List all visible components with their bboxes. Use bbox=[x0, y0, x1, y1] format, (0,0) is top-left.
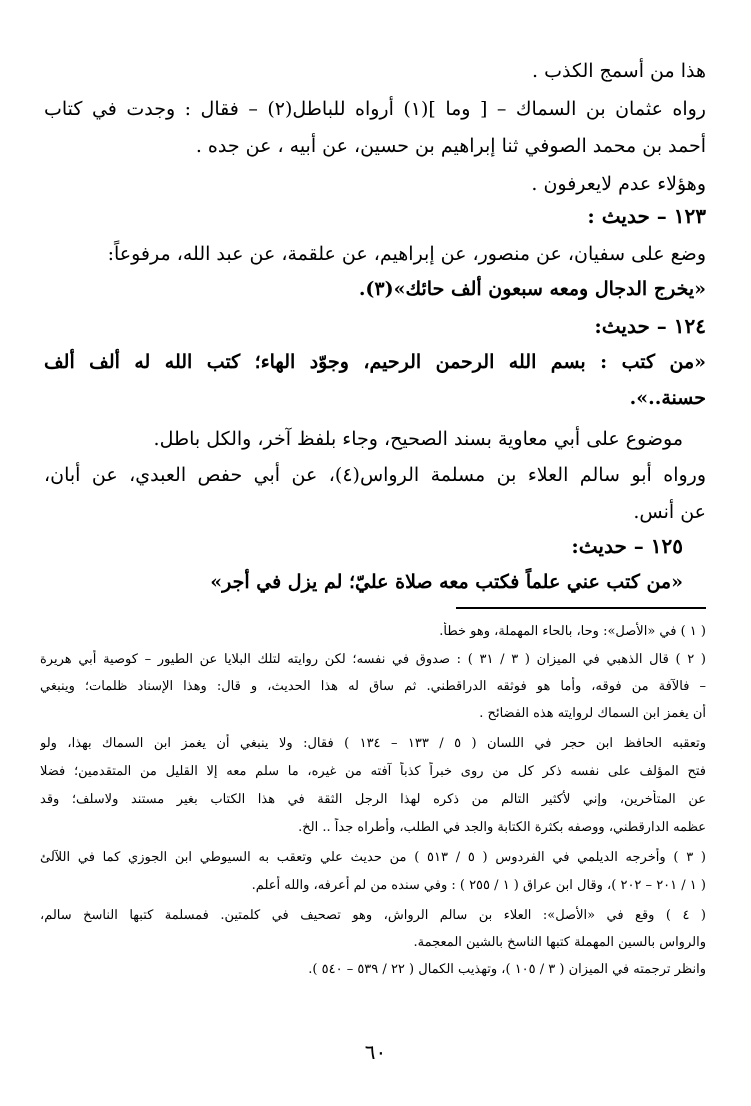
footnote-2-line-2: – فالآفة من فوقه، وأما هو فوثقه الدراقطني. ثم ساق له هذا الحديث، و قال: وهذا الإسناد ظلمات؛ وينبغي bbox=[40, 679, 706, 694]
body-line-6: وضع على سفيان، عن منصور، عن إبراهيم، عن علقمة، عن عبد الله، مرفوعاً: bbox=[107, 243, 706, 265]
body-line-13: عن أنس. bbox=[633, 501, 706, 523]
footnote-2-line-5: فتح المؤلف على نفسه ذكر كل من روى خبراً كذباً آفته من غيره، ما سلم معه إلا القليل من المتقدمين؛ فضلا bbox=[40, 764, 706, 779]
footnote-2-line-4: وتعقبه الحافظ ابن حجر في اللسان ( ٥ / ١٣٣ – ١٣٤ ) فقال: ولا ينبغي أن يغمز ابن السماك بهذا، ولو bbox=[40, 736, 706, 751]
page-number: ٦٠ bbox=[364, 1040, 387, 1064]
footnote-2-line-3: أن يغمز ابن السماك لروايته هذه الفضائح . bbox=[479, 706, 706, 721]
hadith-heading-125: ١٢٥ – حديث: bbox=[571, 534, 683, 558]
body-line-4: وهؤلاء عدم لايعرفون . bbox=[531, 173, 706, 195]
body-line-11: موضوع على أبي معاوية بسند الصحيح، وجاء بلفظ آخر، والكل باطل. bbox=[153, 428, 683, 450]
hadith-heading-124: ١٢٤ – حديث: bbox=[594, 314, 706, 338]
footnote-2-line-1: ( ٢ ) قال الذهبي في الميزان ( ٣ / ٣١ ) : صدوق في نفسه؛ لكن روايته لتلك البلايا عن الطيور – كوصية أبي هريرة bbox=[40, 652, 706, 667]
footnote-4-line-2: والرواس بالسين المهملة كتبها الناسخ بالشين المعجمة. bbox=[413, 935, 706, 950]
hadith-text-124-part2: حسنة..». bbox=[629, 387, 706, 409]
footnote-1: ( ١ ) في «الأصل»: وحا، بالحاء المهملة، وهو خطأ. bbox=[439, 624, 706, 639]
body-line-3: أحمد بن محمد الصوفي ثنا إبراهيم بن حسين، عن أبيه ، عن جده . bbox=[195, 135, 706, 157]
hadith-text-124-part1: «من كتب : بسم الله الرحمن الرحيم، وجوّد الهاء؛ كتب الله له ألف ألف bbox=[44, 351, 706, 373]
footnote-2-line-6: عن المتأخرين، وإني لأكثير التالم من ذكره لهذا الرجل الثقة في هذا الكتاب بغير مستند ولاسلف؛ وقد bbox=[40, 792, 706, 807]
body-line-2: رواه عثمان بن السماك – [ وما ](١) أرواه للباطل(٢) – فقال : وجدت في كتاب bbox=[44, 98, 706, 120]
footnote-3-line-1: ( ٣ ) وأخرجه الديلمي في الفردوس ( ٥ / ٥١٣ ) من حديث علي وتعقب به السيوطي ابن الجوزي كما في اللآلئ bbox=[40, 850, 706, 865]
hadith-text-123: «يخرج الدجال ومعه سبعون ألف حائك»(٣). bbox=[358, 278, 706, 300]
body-line-12: ورواه أبو سالم العلاء بن مسلمة الرواس(٤)، عن أبي حفص العبدي، عن أبان، bbox=[44, 464, 706, 486]
footnote-3-line-2: ( ١ / ٢٠١ – ٢٠٢ )، وقال ابن عراق ( ١ / ٢٥٥ ) : وفي سنده من لم أعرفه، والله أعلم. bbox=[251, 878, 706, 893]
footnote-2-line-7: عظمه الدارقطني، ووصفه بكثرة الكتابة والجد في الطلب، وأطراه جداً .. الخ. bbox=[298, 820, 706, 835]
body-line-1: هذا من أسمج الكذب . bbox=[532, 60, 706, 82]
footnote-4-line-3: وانظر ترجمته في الميزان ( ٣ / ١٠٥ )، وتهذيب الكمال ( ٢٢ / ٥٣٩ – ٥٤٠ ). bbox=[308, 962, 706, 977]
hadith-text-125: «من كتب عني علماً فكتب معه صلاة عليّ؛ لم يزل في أجر» bbox=[210, 571, 683, 593]
footnote-separator bbox=[456, 607, 706, 609]
hadith-heading-123: ١٢٣ – حديث : bbox=[587, 204, 706, 228]
footnote-4-line-1: ( ٤ ) وقع في «الأصل»: العلاء بن سالم الرواش، وهو تصحيف في كلمتين. فمسلمة كتبها الناسخ سالم، bbox=[40, 908, 706, 923]
